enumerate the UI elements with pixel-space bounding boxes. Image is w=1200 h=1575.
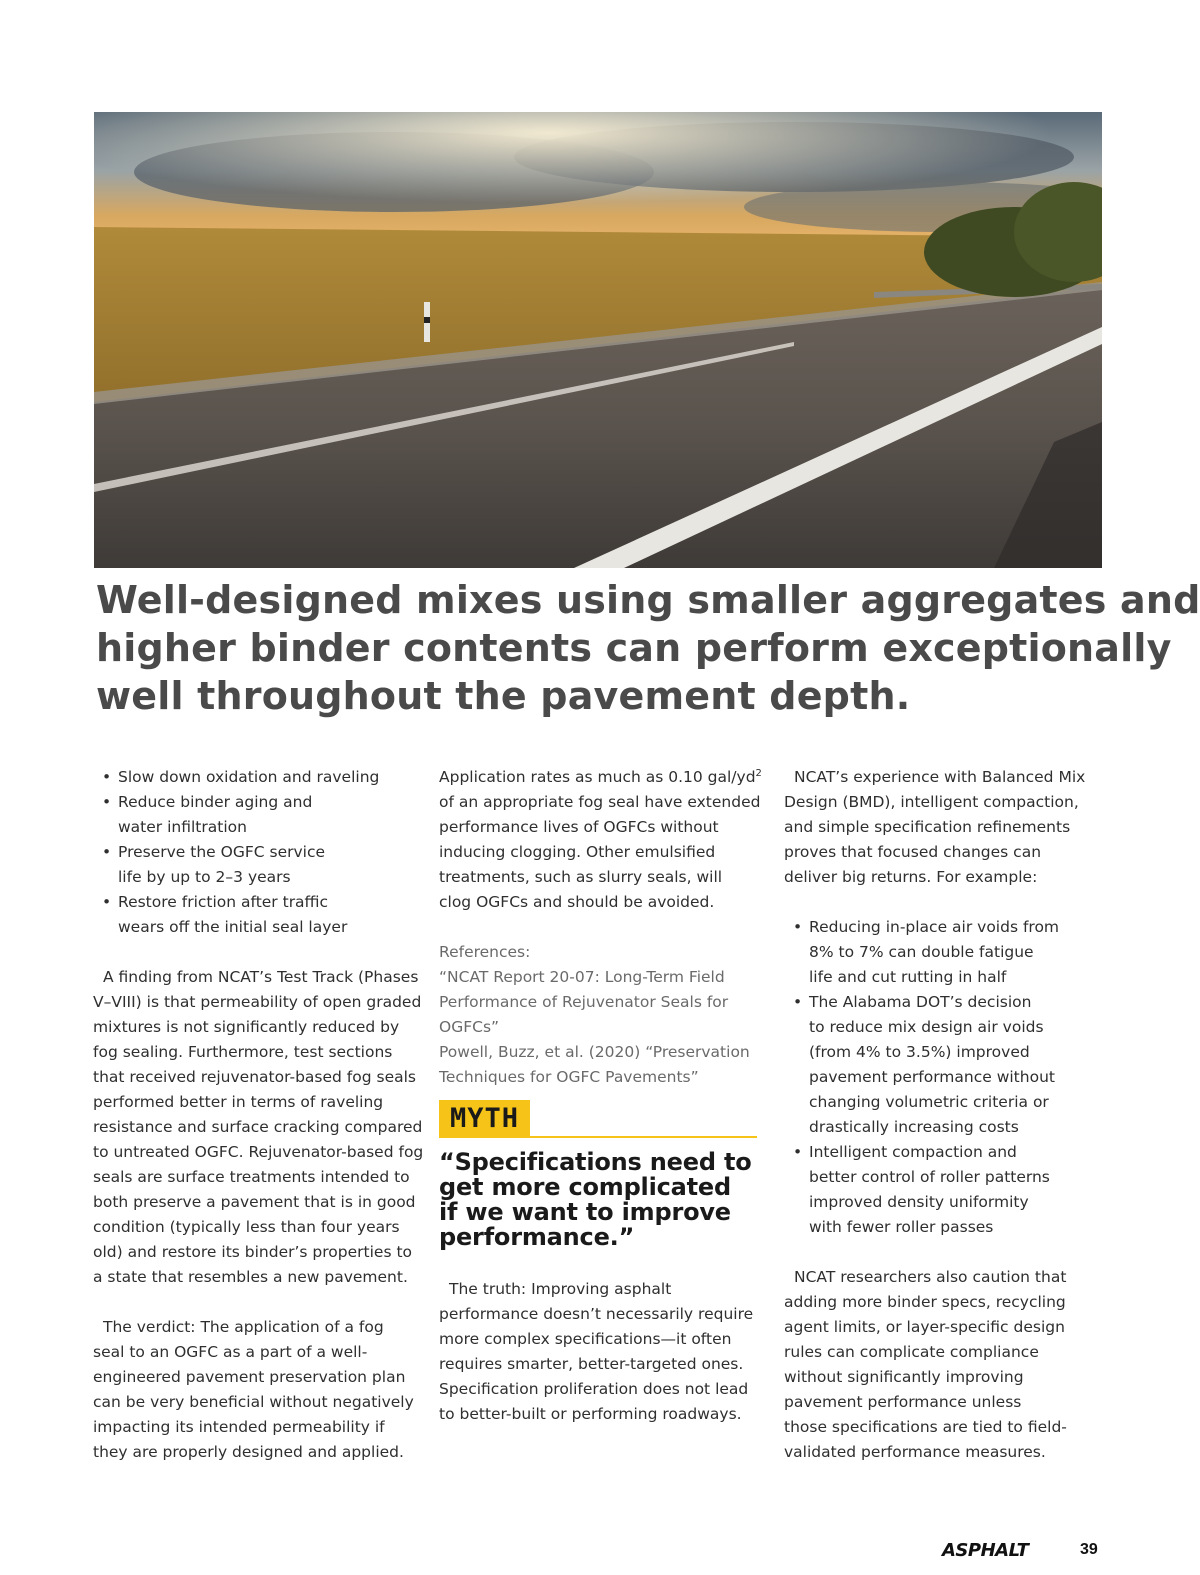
list-item-continued: 8% to 7% can double fatigue xyxy=(809,943,1034,961)
list-item: • Intelligent compaction and xyxy=(793,1143,1017,1161)
list-item-continued: better control of roller patterns xyxy=(809,1168,1050,1186)
list-item: • The Alabama DOT’s decision xyxy=(793,993,1032,1011)
asphalt-magazine-logo: ASPHALT xyxy=(942,1540,1029,1561)
list-item-continued: life by up to 2–3 years xyxy=(118,868,291,886)
headline-line: higher binder contents can perform exceptionally xyxy=(96,626,1172,670)
column-right xyxy=(784,765,1094,1465)
list-item-continued: changing volumetric criteria or xyxy=(809,1093,1049,1111)
myth-callout xyxy=(439,1090,757,1150)
list-item: • Reduce binder aging and xyxy=(102,793,313,811)
hero-road-photo xyxy=(94,112,1102,568)
truth-paragraph: The truth: Improving asphalt performance doesn’t necessarily require more complex specifications—it often requires smarter, better-targeted ones. Specification proliferation does not lead to better-built or performing roadways. xyxy=(439,1280,754,1423)
application-paragraph: Application rates as much as 0.10 gal/$yd^2$ of an appropriate fog seal have extended performance lives of OGFCs without inducing clogging. Other emulsified treatments, such as slurry seals, will clog OGFCs and should be avoided. xyxy=(439,767,762,911)
list-item-continued: improved density uniformity xyxy=(809,1193,1029,1211)
list-item-continued: life and cut rutting in half xyxy=(809,968,1007,986)
list-item-continued: (from 4% to 3.5%) improved xyxy=(809,1043,1030,1061)
article-headline xyxy=(96,576,1200,720)
finding-paragraph: A finding from NCAT’s Test Track (Phases V–VIII) is that permeability of open graded mixtures is not significantly reduced by fog sealing. Furthermore, test sections that received rejuvenator-based fog seals performed better in terms of raveling resistance and surface cracking compared to untreated OGFC. Rejuvenator-based fog seals are surface treatments intended to both preserve a pavement that is in good condition (typically less than four years old) and restore its binder’s properties to a state that resembles a new pavement. xyxy=(93,968,424,1286)
list-item: • Reducing in-place air voids from xyxy=(793,918,1060,936)
list-item-continued: to reduce mix design air voids xyxy=(809,1018,1044,1036)
benefits-list xyxy=(93,765,413,940)
myth-label: MYTH xyxy=(439,1100,530,1138)
myth-quote: “Specifications need to get more complicated if we want to improve performance.” xyxy=(439,1148,752,1251)
headline-line: well throughout the pavement depth. xyxy=(96,674,911,718)
myth-divider xyxy=(439,1136,757,1138)
list-item-continued: with fewer roller passes xyxy=(809,1218,994,1236)
list-item: • Restore friction after traffic xyxy=(102,893,329,911)
page-number: 39 xyxy=(1080,1541,1098,1558)
list-item: • Preserve the OGFC service xyxy=(102,843,326,861)
column-middle xyxy=(439,765,762,1427)
intro-paragraph: NCAT’s experience with Balanced Mix Design (BMD), intelligent compaction, and simple specification refinements proves that focused changes can deliver big returns. For example: xyxy=(784,768,1086,886)
references: References: “NCAT Report 20-07: Long-Term Field Performance of Rejuvenator Seals for OGFCs” Powell, Buzz, et al. (2020) “Preservation Techniques for OGFC Pavements” xyxy=(439,943,750,1086)
caution-paragraph: NCAT researchers also caution that adding more binder specs, recycling agent limits, or layer-specific design rules can complicate compliance without significantly improving pavement performance unless those specifications are tied to field- validated performance measures. xyxy=(784,1268,1067,1461)
list-item-continued: wears off the initial seal layer xyxy=(118,918,348,936)
list-item-continued: drastically increasing costs xyxy=(809,1118,1019,1136)
column-left xyxy=(93,765,424,1465)
list-item-continued: pavement performance without xyxy=(809,1068,1055,1086)
list-item: • Slow down oxidation and raveling xyxy=(102,768,380,786)
headline-line: Well-designed mixes using smaller aggregates and xyxy=(96,578,1200,622)
verdict-paragraph: The verdict: The application of a fog seal to an OGFC as a part of a well- engineered pavement preservation plan can be very beneficial without negatively impacting its intended permeability if they are properly designed and applied. xyxy=(93,1318,414,1461)
examples-list xyxy=(784,915,1094,1240)
list-item-continued: water infiltration xyxy=(118,818,247,836)
